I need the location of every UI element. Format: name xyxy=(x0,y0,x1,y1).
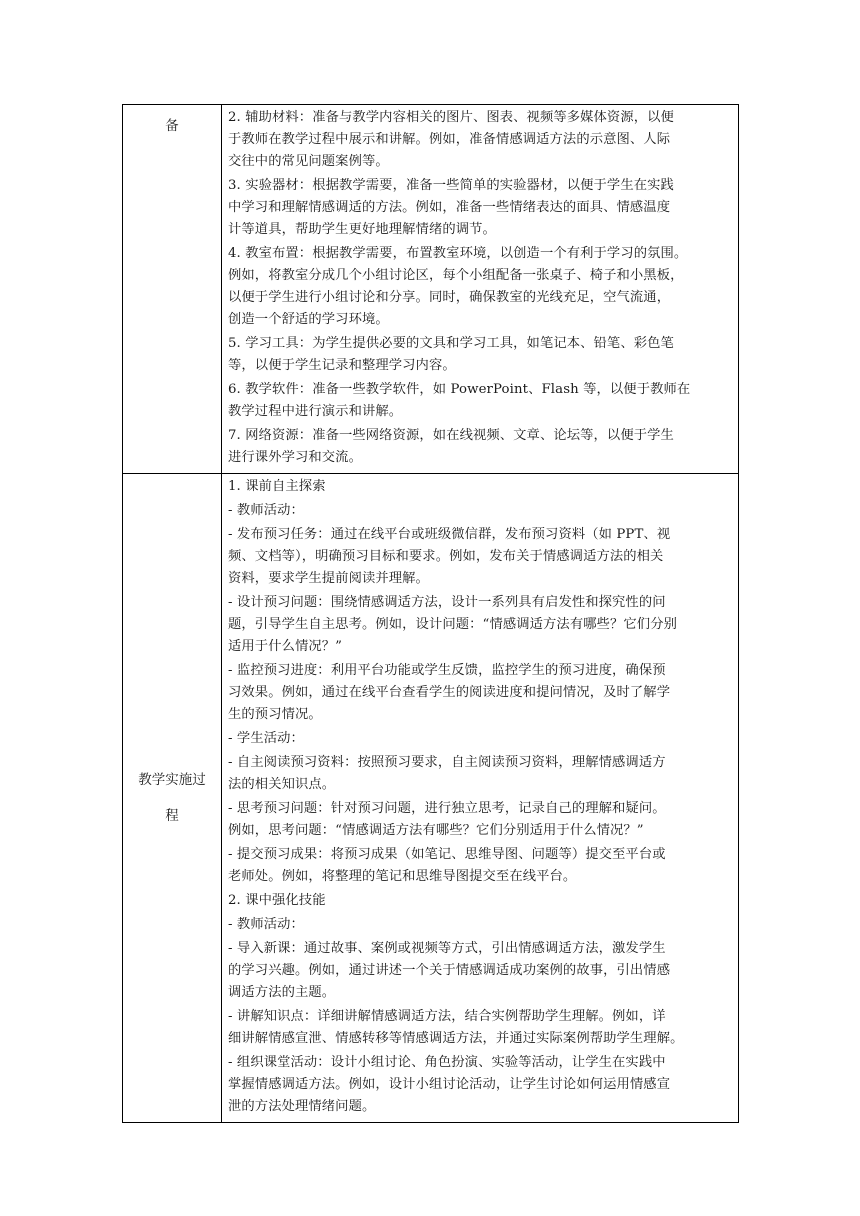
content-paragraph xyxy=(228,107,732,173)
text-line: 于教师在教学过程中展示和讲解。例如，准备情感调适方法的示意图、人际 xyxy=(228,132,671,147)
text-line: - 教师活动： xyxy=(228,917,304,932)
row-label-text: 程 xyxy=(165,808,179,824)
text-line: 以便于学生进行小组讨论和分享。同时，确保教室的光线充足，空气流通， xyxy=(228,290,671,305)
text-line: - 思考预习问题：针对预习问题，进行独立思考，记录自己的理解和疑问。 xyxy=(228,801,666,816)
content-paragraph xyxy=(228,890,732,912)
text-line: 6. 教学软件：准备一些教学软件，如 PowerPoint、Flash 等，以便于教师在 xyxy=(228,382,691,397)
content-paragraph xyxy=(228,1052,732,1118)
content-paragraph xyxy=(228,243,732,331)
table-row xyxy=(123,474,739,1123)
text-line: - 教师活动： xyxy=(228,503,304,518)
text-line: 例如，将教室分成几个小组讨论区，每个小组配备一张桌子、椅子和小黑板， xyxy=(228,268,684,283)
row-label-cell xyxy=(123,474,222,1123)
text-line: 交往中的常见问题案例等。 xyxy=(228,154,389,169)
content-paragraph xyxy=(228,425,732,469)
text-line: 频、文档等），明确预习目标和要求。例如，发布关于情感调适方法的相关 xyxy=(228,549,664,564)
row-label-text: 备 xyxy=(165,118,179,134)
text-line: 2. 课中强化技能 xyxy=(228,893,326,908)
text-line: - 发布预习任务：通过在线平台或班级微信群，发布预习资料（如 PPT、视 xyxy=(228,527,671,542)
text-line: 习效果。例如，通过在线平台查看学生的阅读进度和提问情况，及时了解学 xyxy=(228,685,671,700)
text-line: 创造一个舒适的学习环境。 xyxy=(228,312,389,327)
text-line: 题，引导学生自主思考。例如，设计问题：“情感调适方法有哪些？它们分别 xyxy=(228,617,677,632)
text-line: 例如，思考问题：“情感调适方法有哪些？它们分别适用于什么情况？” xyxy=(228,823,644,838)
content-paragraph xyxy=(228,500,732,522)
text-line: 1. 课前自主探索 xyxy=(228,479,326,494)
text-line: 资料，要求学生提前阅读并理解。 xyxy=(228,571,429,586)
text-line: - 讲解知识点：详细讲解情感调适方法，结合实例帮助学生理解。例如，详 xyxy=(228,1009,666,1024)
text-line: 2. 辅助材料：准备与教学内容相关的图片、图表、视频等多媒体资源，以便 xyxy=(228,110,674,125)
row-content-cell xyxy=(222,105,739,474)
text-line: 5. 学习工具：为学生提供必要的文具和学习工具，如笔记本、铅笔、彩色笔 xyxy=(228,336,674,351)
text-line: 教学过程中进行演示和讲解。 xyxy=(228,404,403,419)
content-paragraph xyxy=(228,728,732,750)
content-paragraph xyxy=(228,660,732,726)
text-line: 的学习兴趣。例如，通过讲述一个关于情感调适成功案例的故事，引出情感 xyxy=(228,963,671,978)
text-line: - 自主阅读预习资料：按照预习要求，自主阅读预习资料，理解情感调适方 xyxy=(228,755,666,770)
text-line: - 组织课堂活动：设计小组讨论、角色扮演、实验等活动，让学生在实践中 xyxy=(228,1055,666,1070)
text-line: 掌握情感调适方法。例如，设计小组讨论活动，让学生讨论如何运用情感宣 xyxy=(228,1077,671,1092)
text-line: 适用于什么情况？” xyxy=(228,639,343,654)
content-paragraph xyxy=(228,752,732,796)
text-line: 中学习和理解情感调适的方法。例如，准备一些情绪表达的面具、情感温度 xyxy=(228,200,671,215)
text-line: 细讲解情感宣泄、情感转移等情感调适方法，并通过实际案例帮助学生理解。 xyxy=(228,1031,684,1046)
table-row xyxy=(123,105,739,474)
text-line: - 导入新课：通过故事、案例或视频等方式，引出情感调适方法，激发学生 xyxy=(228,941,666,956)
text-line: 生的预习情况。 xyxy=(228,707,322,722)
text-line: 7. 网络资源：准备一些网络资源，如在线视频、文章、论坛等，以便于学生 xyxy=(228,428,674,443)
content-paragraph xyxy=(228,379,732,423)
text-line: 调适方法的主题。 xyxy=(228,985,336,1000)
text-line: - 监控预习进度：利用平台功能或学生反馈，监控学生的预习进度，确保预 xyxy=(228,663,666,678)
content-paragraph xyxy=(228,1006,732,1050)
content-paragraph xyxy=(228,524,732,590)
text-line: 计等道具，帮助学生更好地理解情绪的调节。 xyxy=(228,222,496,237)
text-line: 泄的方法处理情绪问题。 xyxy=(228,1099,376,1114)
text-line: 老师处。例如，将整理的笔记和思维导图提交至在线平台。 xyxy=(228,869,577,884)
content-paragraph xyxy=(228,592,732,658)
text-line: 4. 教室布置：根据教学需要，布置教室环境，以创造一个有利于学习的氛围。 xyxy=(228,246,688,261)
row-content-cell xyxy=(222,474,739,1123)
text-line: - 设计预习问题：围绕情感调适方法，设计一系列具有启发性和探究性的问 xyxy=(228,595,666,610)
text-line: - 学生活动： xyxy=(228,731,304,746)
content-paragraph xyxy=(228,914,732,936)
text-line: 法的相关知识点。 xyxy=(228,777,336,792)
text-line: - 提交预习成果：将预习成果（如笔记、思维导图、问题等）提交至平台或 xyxy=(228,847,666,862)
content-paragraph xyxy=(228,333,732,377)
lesson-plan-table xyxy=(122,104,739,1123)
content-paragraph xyxy=(228,476,732,498)
content-paragraph xyxy=(228,844,732,888)
text-line: 进行课外学习和交流。 xyxy=(228,450,362,465)
text-line: 等，以便于学生记录和整理学习内容。 xyxy=(228,358,456,373)
content-paragraph xyxy=(228,938,732,1004)
content-paragraph xyxy=(228,798,732,842)
text-line: 3. 实验器材：根据教学需要，准备一些简单的实验器材，以便于学生在实践 xyxy=(228,178,674,193)
row-label-text: 教学实施过 xyxy=(138,772,206,788)
row-label-cell xyxy=(123,105,222,474)
content-paragraph xyxy=(228,175,732,241)
